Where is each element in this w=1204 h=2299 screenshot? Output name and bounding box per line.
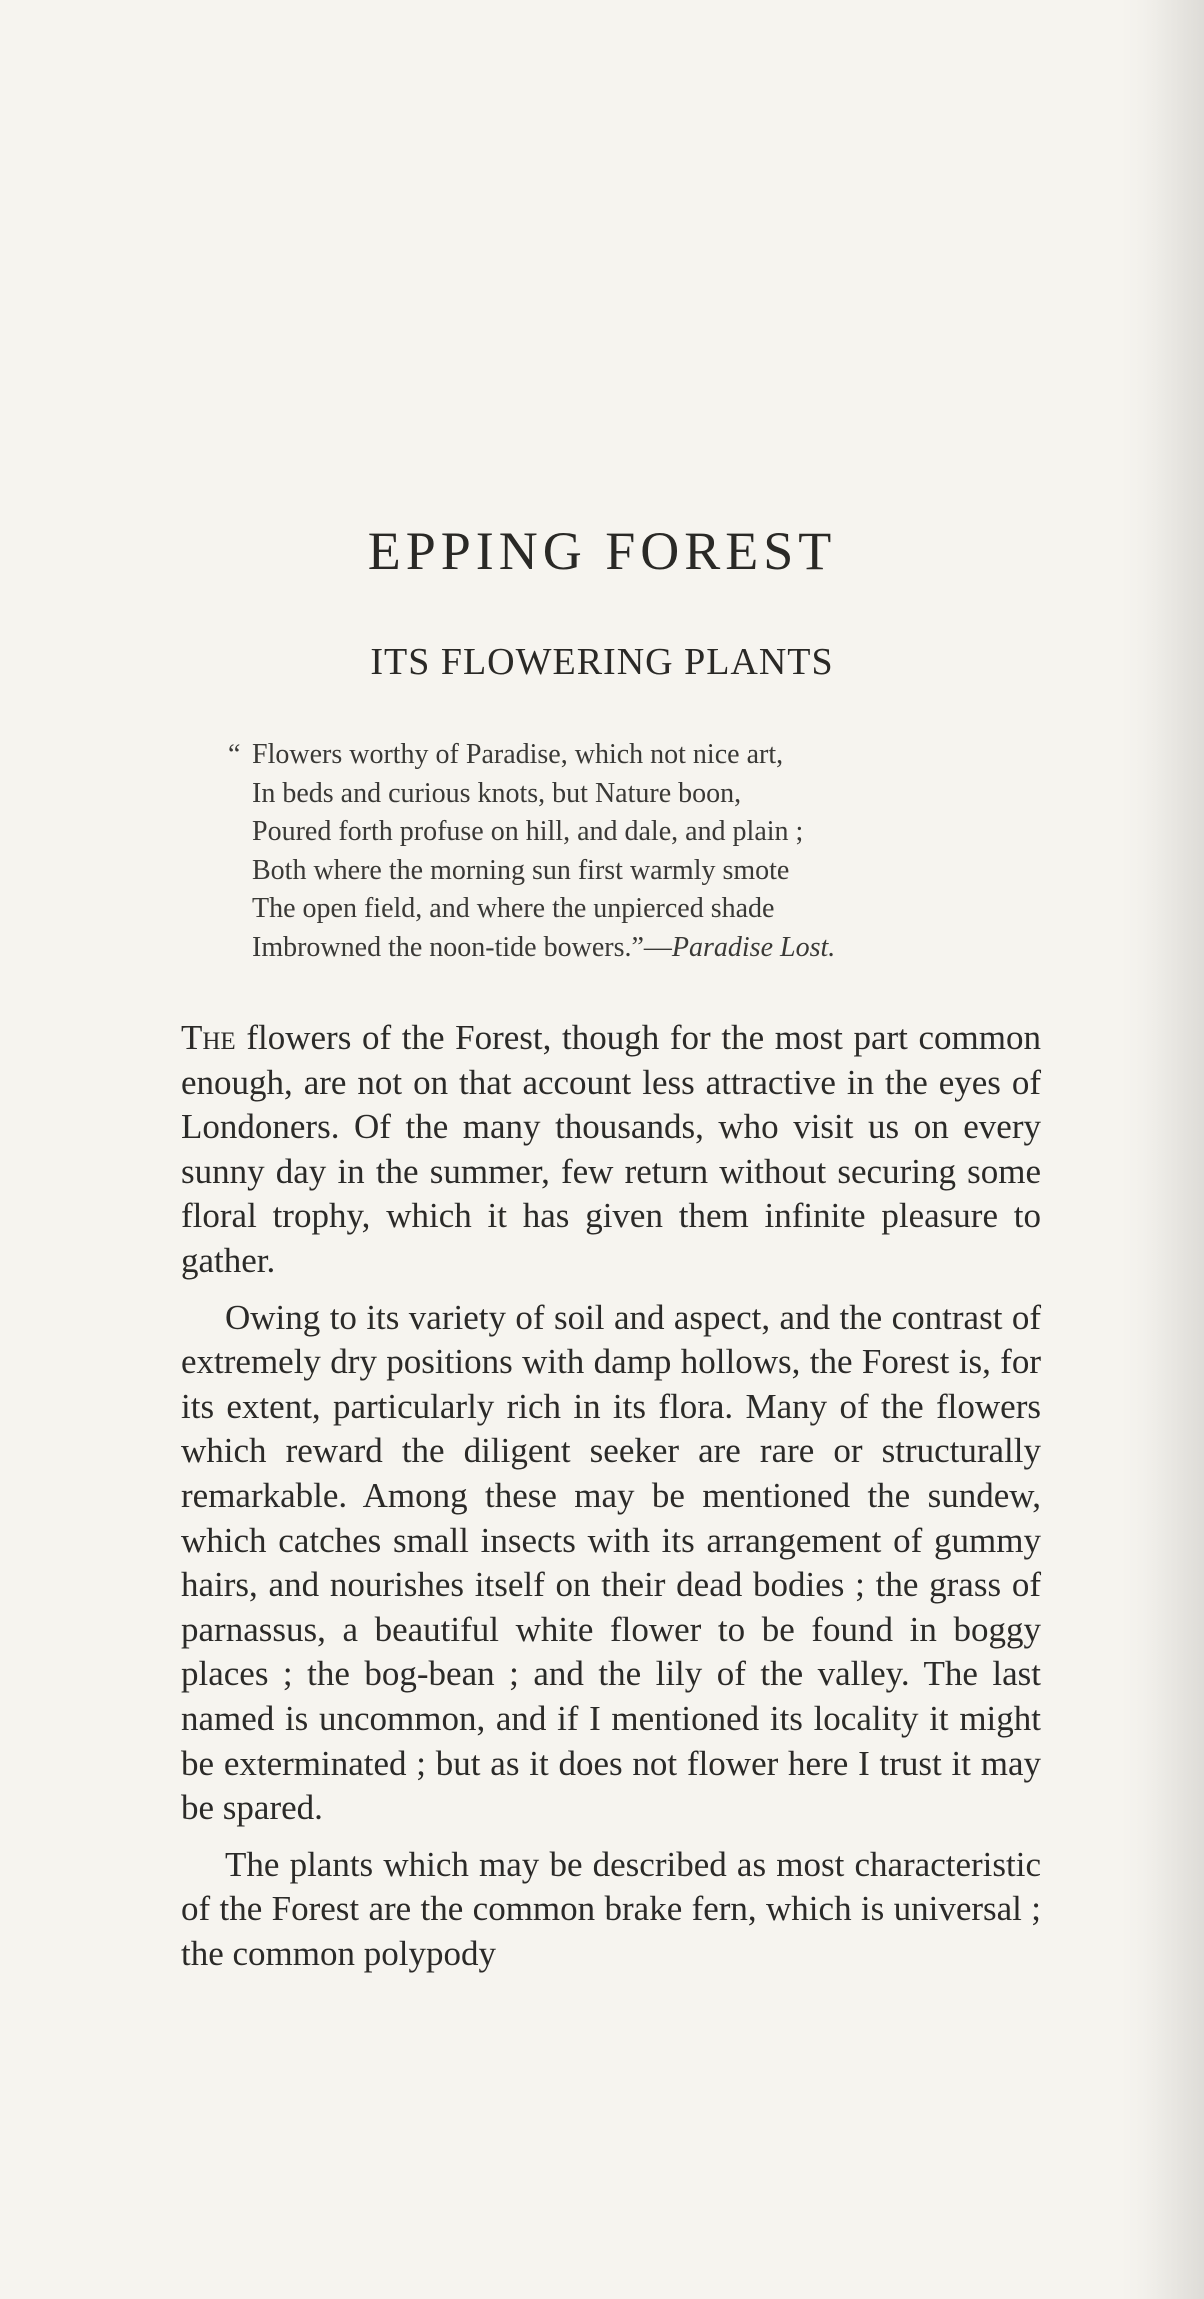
paragraph-lead-word: The — [181, 1018, 236, 1057]
epigraph-line: Both where the morning sun first warmly smote — [252, 854, 790, 886]
epigraph — [228, 736, 1052, 967]
paragraph-1-text: flowers of the Forest, though for the most part common enough, are not on that account less attractive in the eyes of Londoners. Of the many thousands, who visit us on every sunny day in the summer, few return without securing some floral trophy, which it has given them infinite pleasure to gather. — [181, 1018, 1041, 1280]
epigraph-line: Flowers worthy of Paradise, which not nice art, — [252, 739, 784, 770]
epigraph-line-text: Imbrowned the noon-tide bowers.”— — [252, 931, 672, 963]
epigraph-line: In beds and curious knots, but Nature boon, — [252, 777, 742, 809]
epigraph-open-quote: “ — [228, 739, 241, 770]
paragraph-2: Owing to its variety of soil and aspect, and the contrast of extremely dry positions with damp hollows, the Forest is, for its extent, particularly rich in its flora. Many of the flowers which reward the diligent seeker are rare or structurally remarkable. Among these may be mentioned the sundew, which catches small insects with its arrangement of gummy hairs, and nourishes itself on their dead bodies ; the grass of parnassus, a beautiful white flower to be found in boggy places ; the bog-bean ; and the lily of the valley. The last named is uncommon, and if I mentioned its locality it might be exterminated ; but as it does not flower here I trust it may be spared. — [181, 1297, 1041, 1828]
epigraph-line: Poured forth profuse on hill, and dale, and plain ; — [252, 816, 804, 847]
paragraph-3: The plants which may be described as most characteristic of the Forest are the common brake fern, which is universal ; the common polypody — [181, 1844, 1041, 1973]
paragraph-1 — [181, 1016, 1041, 1284]
page-edge-shadow — [1144, 0, 1204, 2299]
epigraph-attribution: Paradise Lost. — [671, 931, 836, 963]
epigraph-last-line — [252, 929, 1052, 968]
body-text — [181, 1016, 1041, 1988]
epigraph-line: The open field, and where the unpierced shade — [252, 893, 775, 924]
page-subtitle: ITS FLOWERING PLANTS — [370, 641, 834, 683]
page-title: EPPING FOREST — [367, 521, 837, 581]
